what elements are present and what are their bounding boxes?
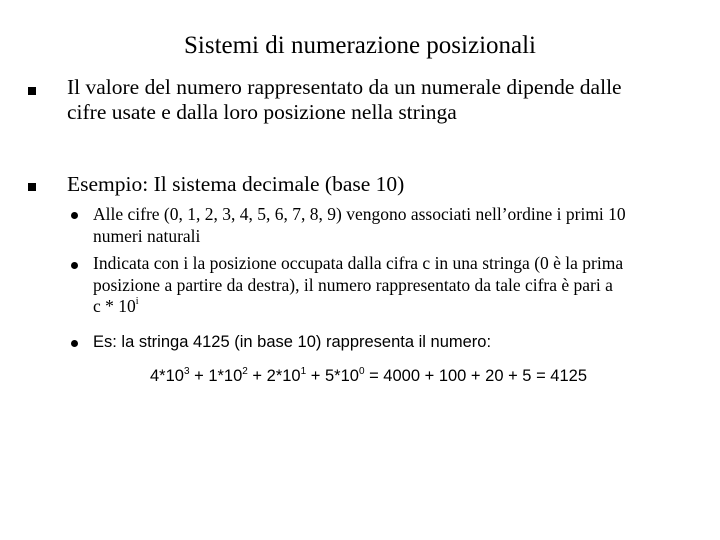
round-bullet-icon [71,262,78,269]
bullet-1-text [67,75,707,125]
formula-base: c * 10 [93,296,136,316]
expansion-formula [150,365,587,387]
term-1-base: 4*10 [150,367,184,385]
sub-bullet-2-line-2: posizione a partire da destra), il numero rappresentato da tale cifra è pari a [93,274,613,295]
bullet-2-text: Esempio: Il sistema decimale (base 10) [67,172,405,196]
formula-exponent: i [135,296,139,308]
sub-bullet-2-text [93,253,708,318]
bullet-1-line-2: cifre usate e dalla loro posizione nella stringa [67,100,457,124]
round-bullet-icon [71,212,78,219]
sub-bullet-2-line-1: Indicata con i la posizione occupata dalla cifra c in una stringa (0 è la prima [93,253,624,273]
term-3-base: + 2*10 [247,367,301,385]
sub-bullet-2-line-3 [93,296,708,318]
sub-bullet-1-text [93,204,708,247]
square-bullet-icon [28,183,36,191]
term-1-exponent: 3 [183,365,190,377]
sub-bullet-3-text [93,332,708,354]
term-4-exponent: 0 [358,365,365,377]
term-4-base: + 5*10 [306,367,359,385]
sub-bullet-3-line-1: Es: la stringa 4125 (in base 10) rappresenta il numero: [93,333,492,351]
slide-title: Sistemi di numerazione posizionali [183,32,536,59]
term-2-exponent: 2 [242,365,248,377]
sub-bullet-1-line-2: numeri naturali [93,225,201,246]
term-3-exponent: 1 [300,365,307,377]
term-2-base: + 1*10 [189,367,243,385]
formula-result: = 4000 + 100 + 20 + 5 = 4125 [364,367,587,385]
sub-bullet-1-line-1: Alle cifre (0, 1, 2, 3, 4, 5, 6, 7, 8, 9) vengono associati nell’ordine i primi 10 [93,204,626,224]
round-bullet-icon [71,340,78,347]
bullet-1-line-1: Il valore del numero rappresentato da un numerale dipende dalle [67,75,622,99]
square-bullet-icon [28,87,36,95]
